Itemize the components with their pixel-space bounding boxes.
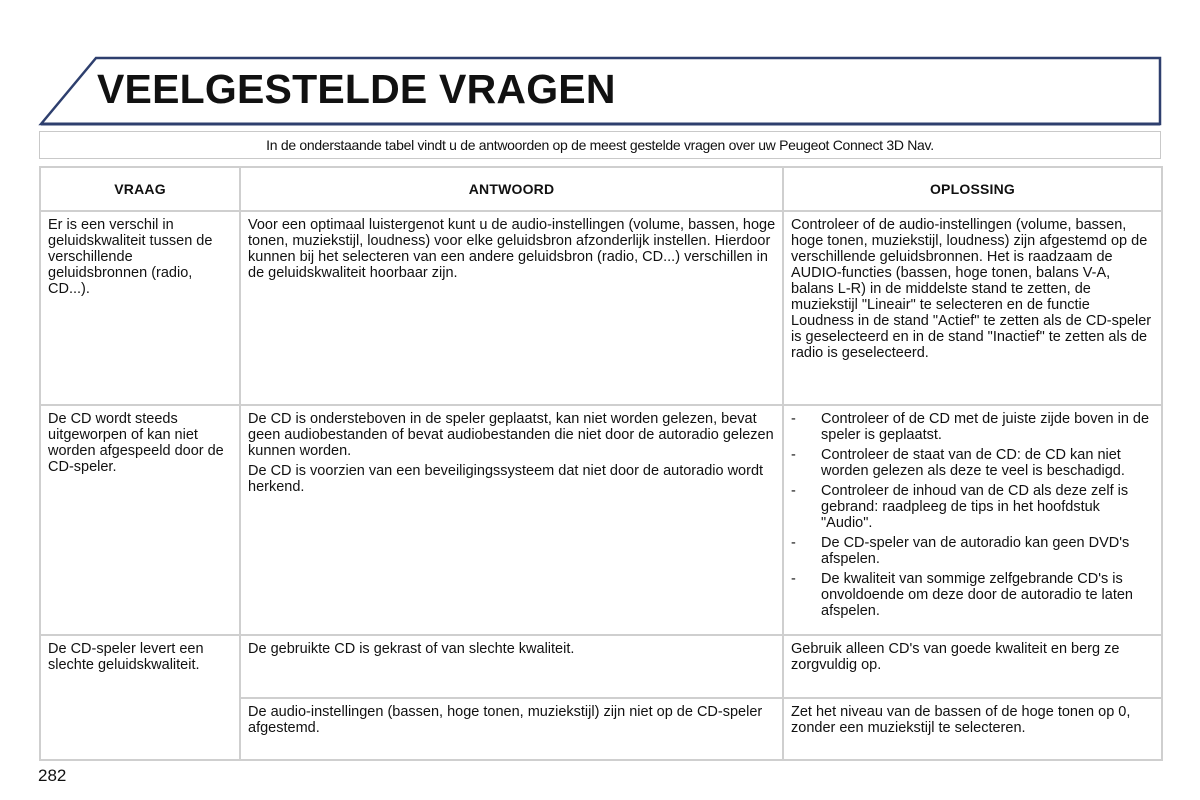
- question-text: Er is een verschil in geluidskwaliteit tussen de verschillende geluidsbronnen (radio, CD...).: [48, 217, 213, 297]
- title-banner: [0, 0, 1200, 130]
- answer-text: De gebruikte CD is gekrast of van slechte kwaliteit.: [248, 641, 575, 657]
- answer-cell: [240, 211, 783, 405]
- solution-item-text: De CD-speler van de autoradio kan geen DVD's afspelen.: [821, 535, 1130, 567]
- answer-cell: [240, 405, 783, 635]
- solution-text: Controleer of de audio-instellingen (volume, bassen, hoge tonen, muziekstijl, loudness) zijn afgestemd op de verschillende geluidsbronnen. Het is raadzaam de AUDIO-functies (bassen, hoge tonen, balans V-A, balans L-R) in de middelste stand te zetten, de muziekstijl "Lineair" te selecteren en de functie Loudness in de stand "Actief" te zetten als de CD-speler is geselecteerd en in de stand "Inactief" te zetten als de radio is geselecteerd.: [791, 217, 1152, 361]
- table-row: [40, 635, 1162, 698]
- solution-list: [791, 411, 1155, 619]
- question-cell: [40, 211, 240, 405]
- answer-cell: [240, 635, 783, 698]
- solution-item-text: De kwaliteit van sommige zelfgebrande CD's is onvoldoende om deze door de autoradio te laten afspelen.: [821, 571, 1133, 619]
- column-header-question: VRAAG: [40, 167, 240, 211]
- solution-item-text: Controleer de staat van de CD: de CD kan niet worden gelezen als deze te veel is beschadigd.: [821, 447, 1125, 479]
- answer-cell: [240, 698, 783, 760]
- bullet-dash: -: [791, 411, 796, 427]
- solution-list-item: [791, 571, 1155, 619]
- solution-list-item: [791, 483, 1155, 531]
- answer-text: De CD is ondersteboven in de speler geplaatst, kan niet worden gelezen, bevat geen audiobestanden of bevat audiobestanden die niet door de autoradio gelezen kunnen worden.: [248, 411, 774, 459]
- answer-text: Voor een optimaal luistergenot kunt u de audio-instellingen (volume, bassen, hoge tonen, muziekstijl, loudness) voor elke geluidsbron afzonderlijk instellen. Hierdoor kunnen bij het selecteren van een andere geluidsbron (radio, CD...) verschillen in de geluidskwaliteit hoorbaar zijn.: [248, 217, 776, 281]
- solution-list-item: [791, 411, 1155, 443]
- page-title: VEELGESTELDE VRAGEN: [97, 66, 616, 112]
- solution-text: Gebruik alleen CD's van goede kwaliteit en berg ze zorgvuldig op.: [791, 641, 1120, 673]
- intro-text: In de onderstaande tabel vindt u de antwoorden op de meest gestelde vragen over uw Peugeot Connect 3D Nav.: [39, 131, 1161, 159]
- question-cell: [40, 405, 240, 635]
- question-text: De CD wordt steeds uitgeworpen of kan niet worden afgespeeld door de CD-speler.: [48, 411, 224, 475]
- solution-cell: [783, 405, 1162, 635]
- answer-text: De audio-instellingen (bassen, hoge tonen, muziekstijl) zijn niet op de CD-speler afgestemd.: [248, 704, 763, 736]
- bullet-dash: -: [791, 571, 796, 587]
- page-number: 282: [38, 766, 67, 785]
- bullet-dash: -: [791, 447, 796, 463]
- answer-text: De CD is voorzien van een beveiligingssysteem dat niet door de autoradio wordt herkend.: [248, 463, 764, 495]
- column-header-answer: ANTWOORD: [240, 167, 783, 211]
- bullet-dash: -: [791, 483, 796, 499]
- bullet-dash: -: [791, 535, 796, 551]
- solution-cell: [783, 211, 1162, 405]
- solution-list-item: [791, 447, 1155, 479]
- table-row: [40, 405, 1162, 635]
- question-cell: [40, 635, 240, 760]
- solution-text: Zet het niveau van de bassen of de hoge tonen op 0, zonder een muziekstijl te selecteren.: [791, 704, 1131, 736]
- solution-item-text: Controleer de inhoud van de CD als deze zelf is gebrand: raadpleeg de tips in het hoofdstuk "Audio".: [821, 483, 1129, 531]
- table-row: [40, 211, 1162, 405]
- solution-cell: [783, 698, 1162, 760]
- solution-cell: [783, 635, 1162, 698]
- table-header-row: [40, 167, 1162, 211]
- column-header-solution: OPLOSSING: [783, 167, 1162, 211]
- solution-list-item: [791, 535, 1155, 567]
- question-text: De CD-speler levert een slechte geluidskwaliteit.: [48, 641, 204, 673]
- solution-item-text: Controleer of de CD met de juiste zijde boven in de speler is geplaatst.: [821, 411, 1150, 443]
- faq-table: [39, 166, 1163, 761]
